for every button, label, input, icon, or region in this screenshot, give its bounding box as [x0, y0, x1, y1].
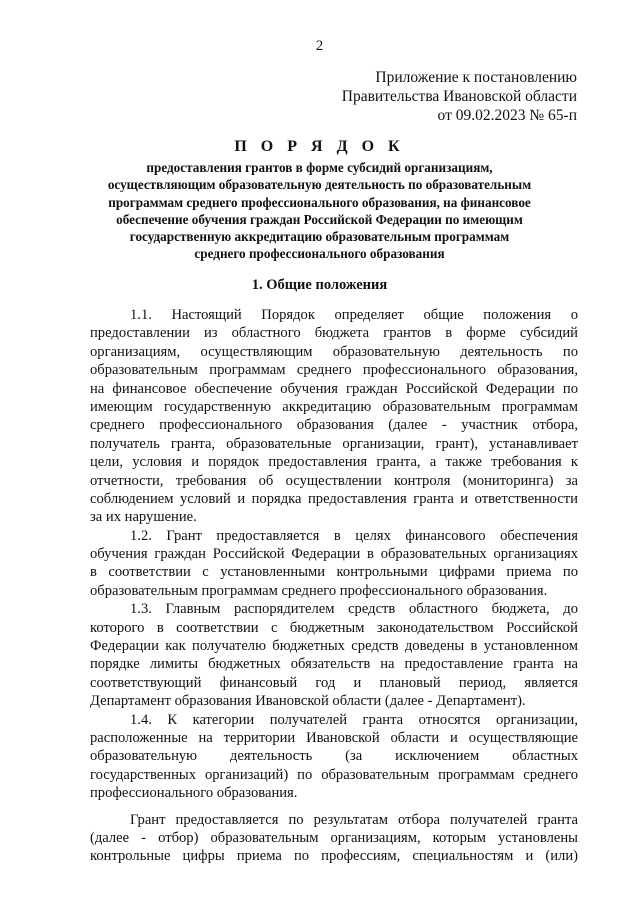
paragraph-line: 1.3. Главным распорядителем средств областного бюджета, до	[130, 601, 578, 618]
paragraph-gap	[90, 803, 578, 811]
subtitle-line: государственную аккредитацию образовательным программам	[129, 229, 510, 245]
page-number: 2	[315, 38, 324, 54]
paragraph-line: предоставлении из областного бюджета грантов в форме субсидий	[90, 325, 578, 342]
paragraph-line: организациям, осуществляющим образовательную деятельность по	[90, 343, 578, 360]
paragraph-line: на финансовое обеспечение обучения граждан Российской Федерации по	[90, 380, 578, 397]
paragraph-line: отчетности, требования об осуществлении контроля (мониторинга) за	[90, 472, 578, 489]
subtitle-line: предоставления грантов в форме субсидий организациям,	[146, 160, 493, 175]
paragraph-line: Грант предоставляется по результатам отбора получателей гранта	[130, 811, 578, 828]
paragraph-line: соблюдением условий и порядка предоставления гранта и ответственности	[90, 490, 578, 507]
paragraph-line: обучения граждан Российской Федерации в образовательных организациях	[90, 546, 578, 563]
paragraph-line: среднего профессионального образования (далее - участник отбора,	[90, 417, 578, 434]
paragraph-line: в соответствии с установленными контрольными цифрами приема по	[90, 564, 578, 581]
paragraph-line: 1.1. Настоящий Порядок определяет общие положения о	[130, 307, 578, 323]
paragraph-line: (далее - отбор) образовательным организациям, которым установлены	[90, 829, 578, 846]
appendix-line: Правительства Ивановской области	[341, 88, 577, 105]
paragraph-line: профессионального образования.	[90, 785, 298, 802]
paragraph-line: цели, условия и порядок предоставления гранта, а также требования к	[90, 454, 578, 471]
paragraph-line: Федерации как получателю бюджетных средств доведены в установленном	[90, 638, 578, 655]
subtitle-line: среднего профессионального образования	[194, 246, 445, 262]
paragraph-line: порядке лимиты бюджетных обязательств на предоставление гранта на	[90, 656, 578, 673]
appendix-line: от 09.02.2023 № 65-п	[437, 107, 577, 124]
document-subtitle	[82, 159, 557, 263]
paragraph-line: Департамент образования Ивановской области (далее - Департамент).	[90, 693, 526, 710]
section-heading: 1. Общие положения	[251, 277, 388, 293]
paragraph-line: 1.4. К категории получателей гранта относятся организации,	[130, 711, 578, 728]
document-title: П О Р Я Д О К	[234, 138, 405, 155]
subtitle-line: обеспечение обучения граждан Российской Федерации по имеющим	[116, 211, 523, 227]
paragraph-line: соответствующий финансовый год и плановый период, является	[90, 674, 578, 691]
body-text	[90, 306, 578, 866]
paragraph-line: образовательным программам среднего профессионального образования,	[90, 362, 578, 379]
appendix-reference	[342, 68, 577, 125]
paragraph-line: получатель гранта, образовательные организации, грант), устанавливает	[90, 435, 578, 452]
paragraph-line: контрольные цифры приема по профессиям, специальностям и (или)	[90, 848, 578, 865]
appendix-line: Приложение к постановлению	[375, 69, 577, 86]
paragraph-line: образовательным программам среднего профессионального образования.	[90, 582, 548, 599]
paragraph-line: которого в соответствии с бюджетным законодательством Российской	[90, 619, 578, 636]
paragraph-line: образовательную деятельность (за исключением областных	[90, 748, 578, 765]
subtitle-line: программам среднего профессионального образования, на финансовое	[108, 194, 531, 210]
paragraph-line: имеющим государственную аккредитацию образовательным программам	[90, 398, 578, 415]
paragraph-line: расположенные на территории Ивановской области и осуществляющие	[90, 729, 578, 746]
subtitle-line: осуществляющим образовательную деятельность по образовательным	[107, 177, 532, 193]
paragraph-line: 1.2. Грант предоставляется в целях финансового обеспечения	[130, 527, 578, 544]
paragraph-line: государственных организаций) по образовательным программам среднего	[90, 766, 578, 783]
paragraph-line: за их нарушение.	[90, 509, 197, 526]
